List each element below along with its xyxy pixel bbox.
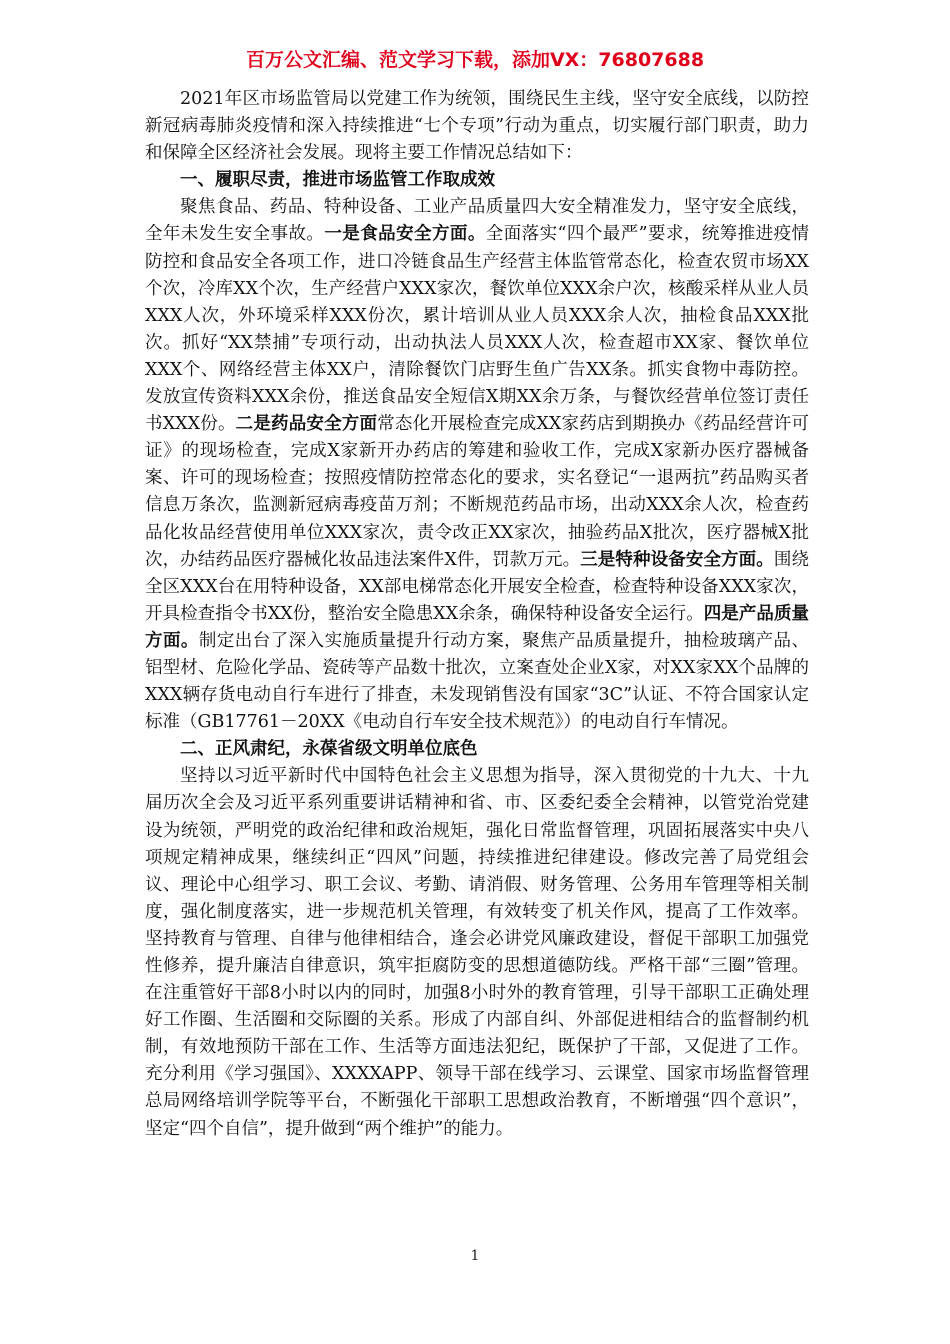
- food-safety-text: 全面落实“四个最严”要求，统筹推进疫情防控和食品安全各项工作，进口冷链食品生产经营主体监管常态化，检查农贸市场XX个次，冷库XX个次，生产经营户XXX家次，餐饮单位XXX余户次，核酸采样从业人员XXX人次，外环境采样XXX份次，累计培训从业人员XXX余人次，抽检食品XXX批次。抓好“XX禁捕”专项行动，出动执法人员XXX人次，检查超市XX家、餐饮单位XXX个、网络经营主体XX户，清除餐饮门店野生鱼广告XX条。抓实食物中毒防控。发放宣传资料XXX余份，推送食品安全短信X期XX余万条，与餐饮经营单位签订责任书XXX份。: [145, 224, 810, 435]
- intro-paragraph: 2021年区市场监管局以党建工作为统领，围绕民生主线，坚守安全底线，以防控新冠病毒肺炎疫情和深入持续推进“七个专项”行动为重点，切实履行部门职责，助力和保障全区经济社会发展。现将主要工作情况总结如下：: [145, 89, 809, 164]
- page-number: 1: [470, 1248, 480, 1264]
- special-equipment-label: 三是特种设备安全方面。: [580, 549, 774, 570]
- food-safety-label: 一是食品安全方面。: [324, 224, 486, 245]
- special-equipment-text: 围绕全区XXX台在用特种设备，XX部电梯常态化开展安全检查，检查特种设备XXX家次，开具检查指令书XX份，整治安全隐患XX余条，确保特种设备安全运行。: [145, 549, 809, 624]
- drug-safety-text: 常态化开展检查完成XX家药店到期换办《药品经营许可证》的现场检查，完成X家新开办药店的筹建和验收工作，完成X家新办医疗器械备案、许可的现场检查；按照疫情防控常态化的要求，实名登记“一退两抗”药品购买者信息万条次，监测新冠病毒疫苗万剂；不断规范药品市场，出动XXX余人次，检查药品化妆品经营使用单位XXX家次，责令改正XX家次，抽验药品X批次，医疗器械X批次，办结药品医疗器械化妆品违法案件X件，罚款万元。: [145, 414, 809, 570]
- promo-banner: 百万公文汇编、范文学习下载，添加VX：76807688: [245, 49, 705, 71]
- document-body: [145, 86, 809, 1143]
- section-2-heading: 二、正风肃纪，永葆省级文明单位底色: [180, 739, 478, 760]
- section-1-paragraph: [145, 194, 809, 736]
- product-quality-label: 四是产品质量方面。: [145, 603, 809, 651]
- product-quality-text: 制定出台了深入实施质量提升行动方案，聚焦产品质量提升，抽检玻璃产品、铝型材、危险化学品、瓷砖等产品数十批次，立案查处企业X家，对XX家XX个品牌的XXX辆存货电动自行车进行了排查，未发现销售没有国家“3C”认证、不符合国家认定标准（GB17761－20XX《电动自行车安全技术规范》）的电动自行车情况。: [145, 630, 809, 733]
- drug-safety-label: 二是药品安全方面: [235, 414, 378, 435]
- section-2-paragraph: 坚持以习近平新时代中国特色社会主义思想为指导，深入贯彻党的十九大、十九届历次全会及习近平系列重要讲话精神和省、市、区委纪委全会精神，以管党治党建设为统领，严明党的政治纪律和政治规矩，强化日常监督管理，巩固拓展落实中央八项规定精神成果，继续纠正“四风”问题，持续推进纪律建设。修改完善了局党组会议、理论中心组学习、职工会议、考勤、请消假、财务管理、公务用车管理等相关制度，强化制度落实，进一步规范机关管理，有效转变了机关作风，提高了工作效率。坚持教育与管理、自律与他律相结合，逢会必讲党风廉政建设，督促干部职工加强党性修养，提升廉洁自律意识，筑牢拒腐防变的思想道德防线。严格干部“三圈”管理。在注重管好干部8小时以内的同时，加强8小时外的教育管理，引导干部职工正确处理好工作圈、生活圈和交际圈的关系。形成了内部自纠、外部促进相结合的监督制约机制，有效地预防干部在工作、生活等方面违法犯纪，既保护了干部，又促进了工作。充分利用《学习强国》、XXXXAPP、领导干部在线学习、云课堂、国家市场监督管理总局网络培训学院等平台，不断强化干部职工思想政治教育，不断增强“四个意识”，坚定“四个自信”，提升做到“两个维护”的能力。: [145, 766, 809, 1139]
- section-1-heading: 一、履职尽责，推进市场监管工作取成效: [180, 170, 495, 191]
- section-1-lead-text: 聚焦食品、药品、特种设备、工业产品质量四大安全精准发力，坚守安全底线，全年未发生安全事故。: [145, 197, 809, 245]
